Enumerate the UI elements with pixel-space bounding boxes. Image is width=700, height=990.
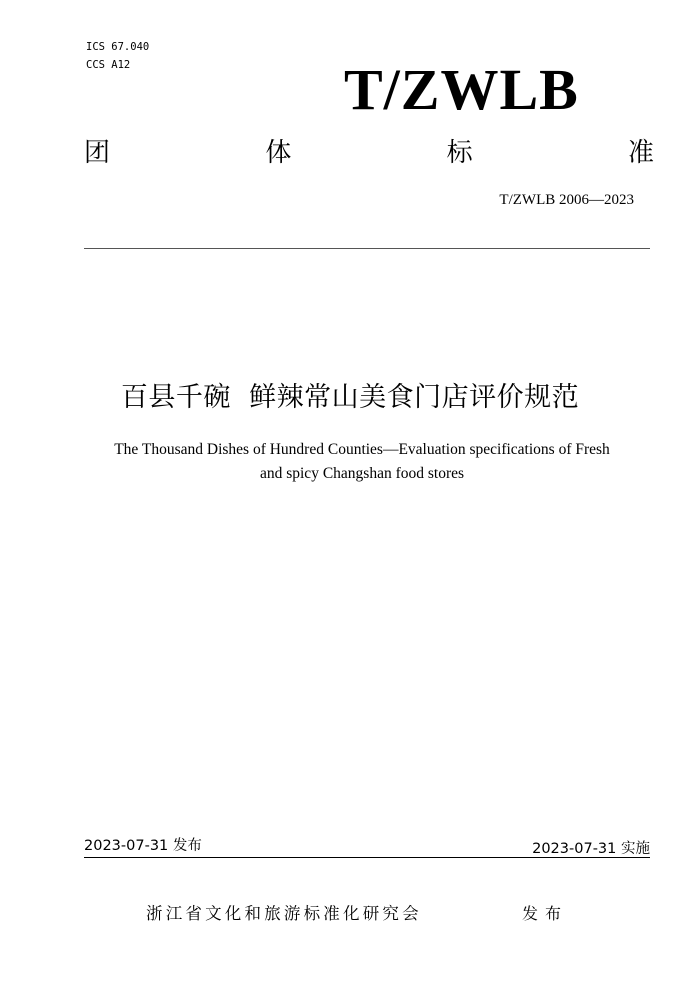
standard-number: T/ZWLB 2006—2023 <box>499 192 634 208</box>
issue-date: 2023-07-31 发布 <box>84 838 202 854</box>
title-english-line: The Thousand Dishes of Hundred Counties—Evaluation specifications of Fresh <box>114 441 610 458</box>
publish-label: 发布 <box>522 904 569 923</box>
document-title-chinese: 百县千碗 鲜辣常山美食门店评价规范 <box>120 382 580 413</box>
standard-type-char: 体 <box>265 138 292 168</box>
ics-code: ICS 67.040 <box>86 41 150 53</box>
publisher-name: 浙江省文化和旅游标准化研究会 <box>146 904 422 923</box>
standard-type-char: 团 <box>84 138 111 168</box>
top-divider <box>84 248 650 249</box>
document-title-english <box>92 438 632 486</box>
classification-codes <box>86 38 149 74</box>
bottom-divider <box>84 857 650 858</box>
standard-type <box>84 136 654 170</box>
standard-type-char: 准 <box>627 138 654 168</box>
implementation-date: 2023-07-31 实施 <box>532 841 650 857</box>
standard-type-char: 标 <box>446 138 473 168</box>
brand-code: T/ZWLB <box>344 57 579 122</box>
title-english-line: and spicy Changshan food stores <box>259 465 465 482</box>
ccs-code: CCS A12 <box>86 59 131 71</box>
